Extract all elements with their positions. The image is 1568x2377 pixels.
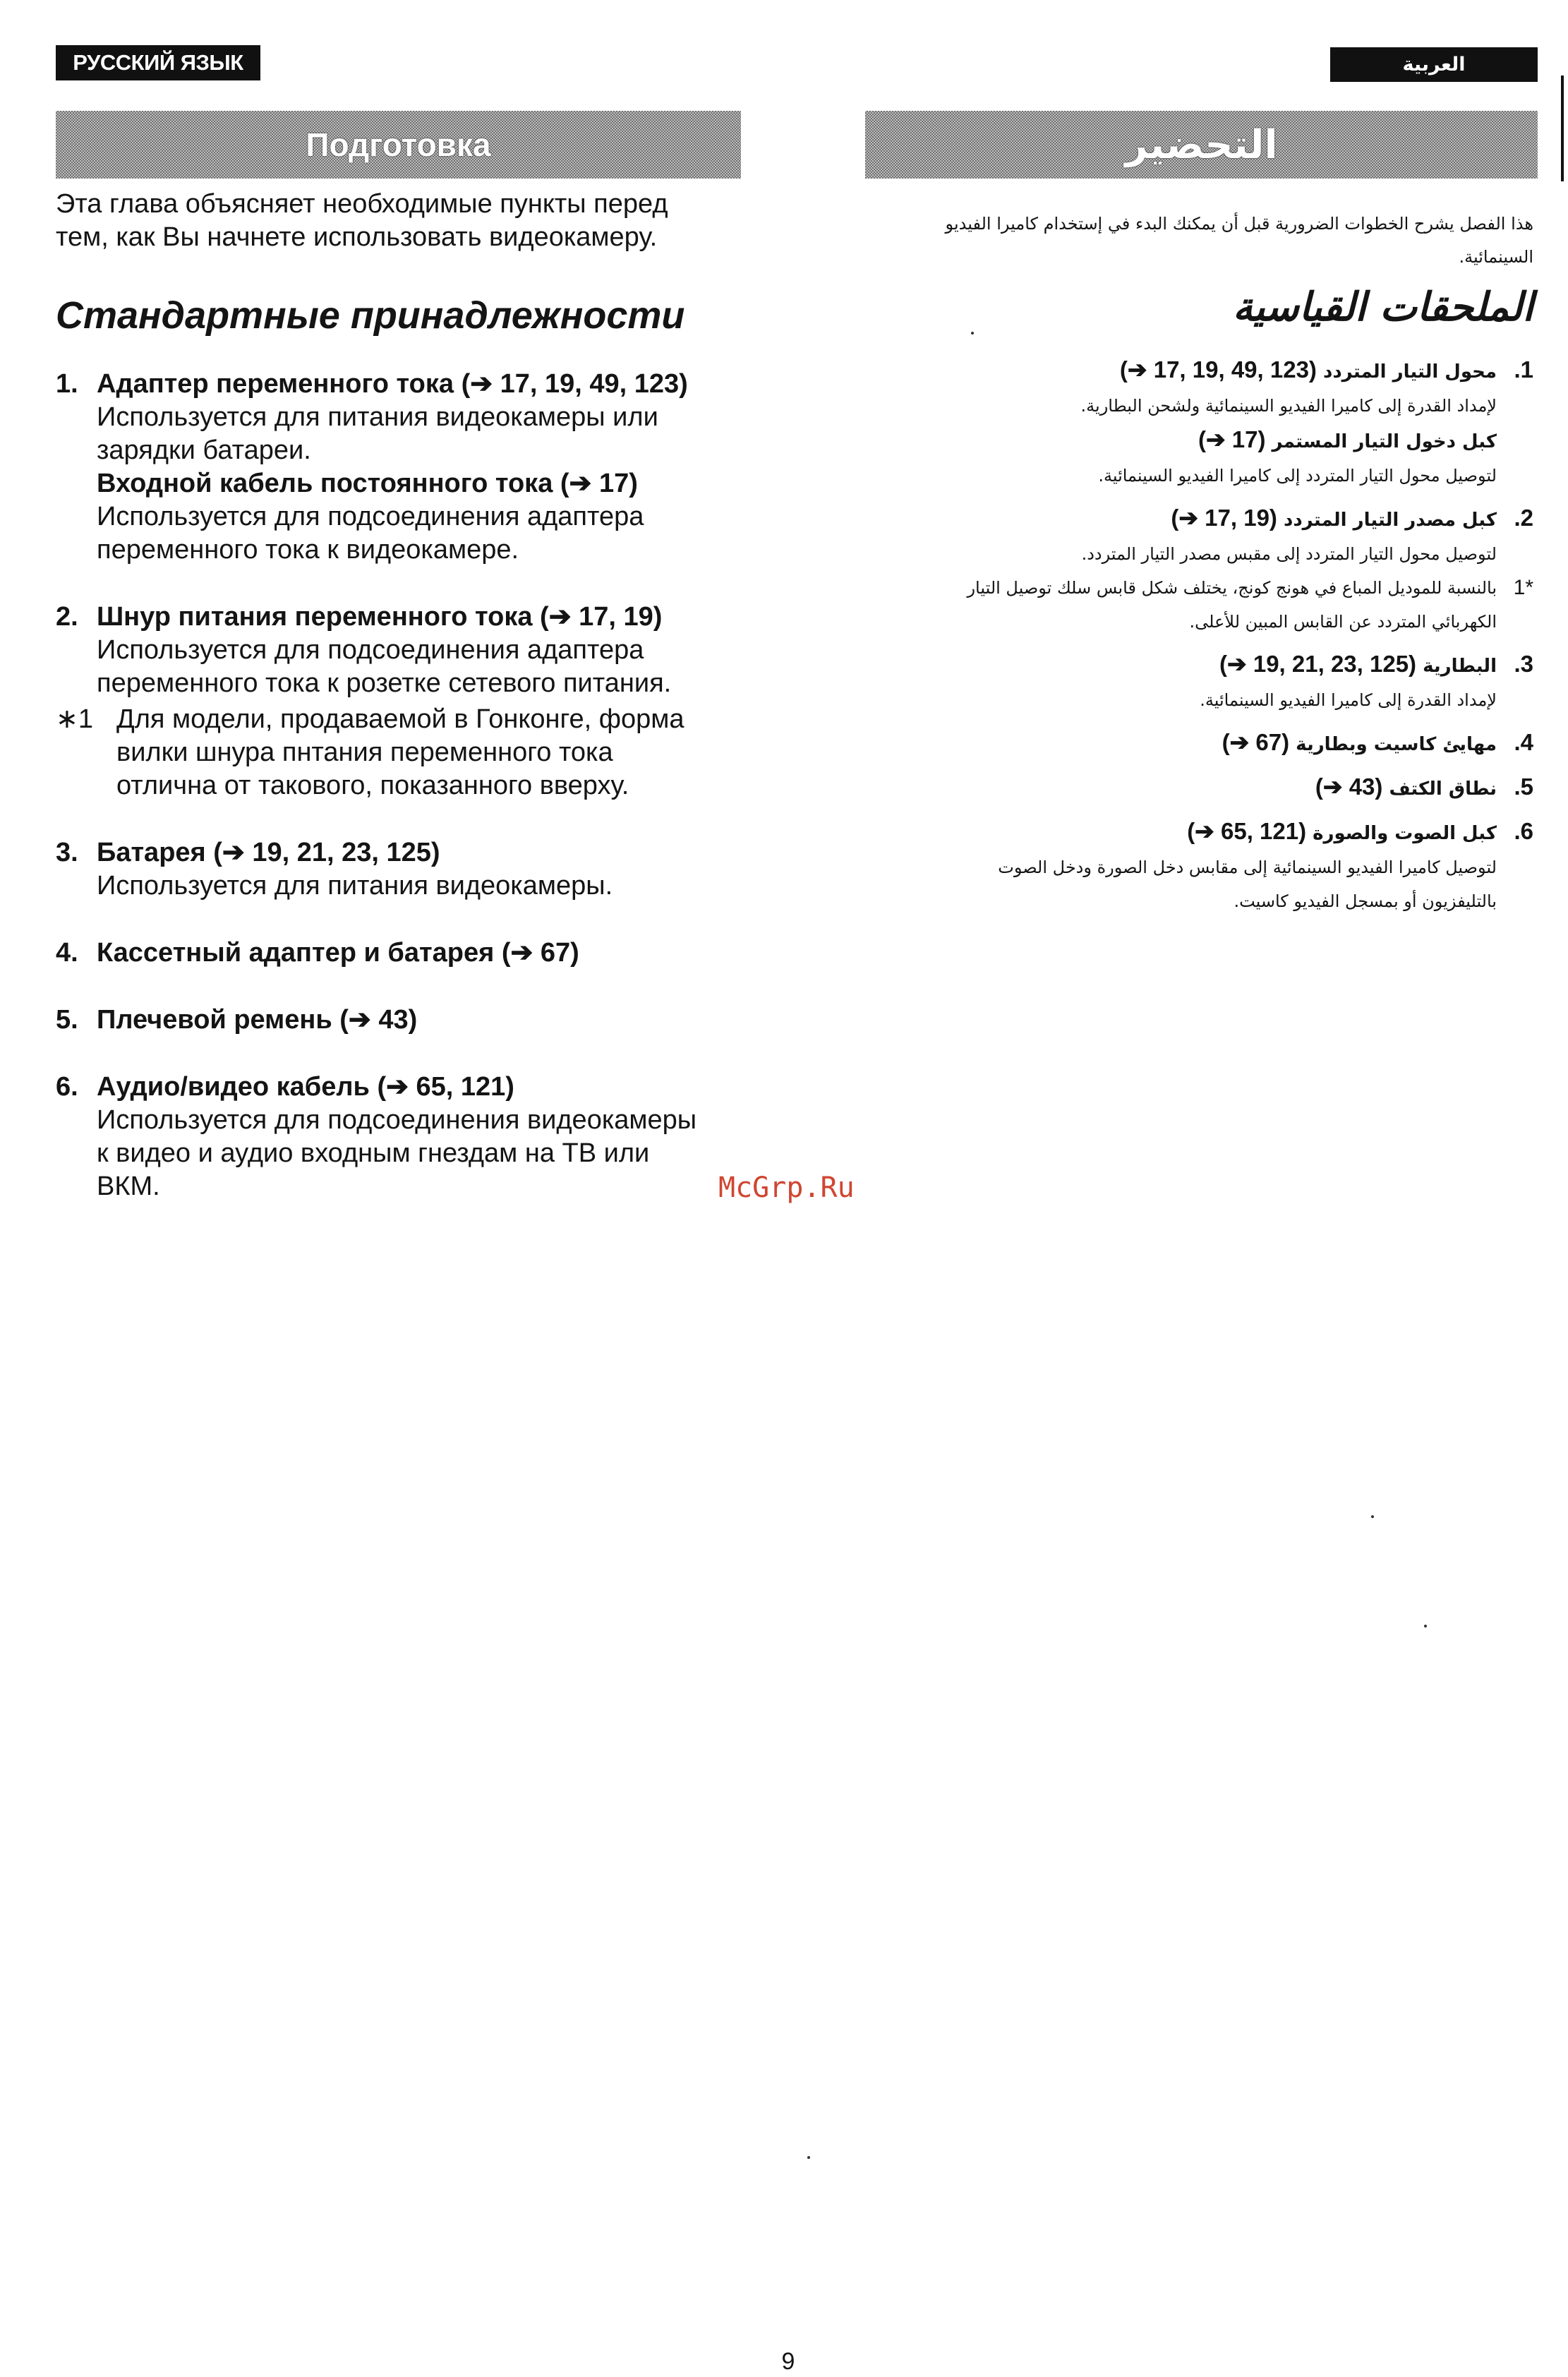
ru-item-text: Используется для питания видеокамеры или [97, 402, 658, 432]
ru-item-text: Используется для питания видеокамеры. [97, 871, 613, 901]
ru-section-title-bar [56, 111, 741, 179]
ru-item-body [97, 937, 776, 970]
ar-item-label: مهايئ كاسيت وبطارية [1296, 734, 1497, 755]
ru-item-text: Используется для подсоединения видеокамеры [97, 1105, 697, 1135]
ar-item-title [865, 647, 1497, 683]
page-edge-mark [1561, 76, 1564, 181]
ar-section-title-bar [865, 111, 1538, 179]
ru-heading: Стандартные принадлежности [56, 294, 685, 337]
ar-item-shoulder-strap [865, 770, 1538, 806]
ar-item-sub-page-ref: (➔ 17) [1198, 426, 1266, 452]
ru-footnote-text [116, 703, 685, 802]
ar-item-body [865, 647, 1497, 717]
ar-item-page-ref: (➔ 17, 19, 49, 123) [1119, 356, 1317, 383]
ar-item-label: كبل مصدر التيار المتردد [1283, 510, 1497, 531]
ar-footnote-line: بالنسبة للموديل المباع في هونج كونج، يختلف شكل قابس سلك توصيل التيار [967, 578, 1497, 598]
ar-item-label: محول التيار المتردد [1322, 361, 1497, 383]
ru-item-title: Аудио/видео кабель (➔ 65, 121) [97, 1072, 514, 1102]
ar-item-number: 6. [1514, 818, 1533, 844]
ar-item-title [865, 501, 1497, 537]
ar-item-body [865, 501, 1533, 639]
ru-intro-paragraph [56, 188, 776, 254]
ru-footnote [56, 703, 776, 802]
ru-item-body [97, 836, 776, 903]
ar-item-page-ref: (➔ 17, 19) [1171, 505, 1277, 531]
scan-speck [971, 332, 974, 335]
ru-item-av-cable [56, 1071, 776, 1203]
ar-item-text: لتوصيل كاميرا الفيديو السينمائية إلى مقابس دخل الصورة ودخل الصوت [998, 857, 1497, 877]
ru-item-text: Используется для подсоединения адаптера [97, 635, 644, 665]
ar-item-title [865, 353, 1497, 389]
page-number: 9 [781, 2348, 795, 2375]
ar-item-text: لتوصيل محول التيار المتردد إلى مقبس مصدر التيار المتردد. [1081, 544, 1497, 564]
ru-item-number: 3. [56, 838, 78, 867]
ar-item-text: بالتليفزيون أو بمسجل الفيديو كاسيت. [1234, 891, 1497, 911]
ar-item-page-ref: (➔ 19, 21, 23, 125) [1219, 651, 1417, 677]
ru-item-body [97, 368, 776, 567]
ar-item-label: نطاق الكتف [1389, 778, 1497, 800]
ru-item-text: к видео и аудио входным гнездам на ТВ или [97, 1138, 650, 1168]
ar-item-number: 5. [1514, 774, 1533, 800]
ar-item-body [865, 770, 1497, 806]
ru-item-text: переменного тока к розетке сетевого питания. [97, 668, 672, 698]
ru-item-number: 6. [56, 1072, 78, 1102]
ar-footnote-line: الكهربائي المتردد عن القابس المبين للأعلى. [1189, 612, 1497, 632]
ar-item-ac-adaptor [865, 353, 1538, 493]
ru-item-title: Шнур питания переменного тока (➔ 17, 19) [97, 602, 663, 632]
ar-item-battery [865, 647, 1538, 717]
ar-item-number: 4. [1514, 729, 1533, 755]
ru-item-title: Батарея (➔ 19, 21, 23, 125) [97, 838, 440, 867]
ru-footnote-line: вилки шнура пнтания переменного тока [116, 738, 613, 767]
ar-item-page-ref: (➔ 43) [1315, 774, 1383, 800]
ar-accessory-list [865, 353, 1538, 918]
ar-item-sub-label: كبل دخول التيار المستمر [1272, 431, 1497, 452]
ar-item-body [865, 726, 1497, 762]
ru-item-number: 5. [56, 1005, 78, 1035]
ar-heading: الملحقات القياسية [1232, 284, 1533, 330]
ru-section-title: Подготовка [306, 126, 491, 163]
ar-item-title [865, 814, 1497, 850]
ar-item-text: لإمداد القدرة إلى كاميرا الفيديو السينمائية. [1200, 690, 1497, 710]
ar-item-cassette-adaptor [865, 726, 1538, 762]
ru-footnote-line: Для модели, продаваемой в Гонконге, форма [116, 704, 685, 734]
ru-footnote-line: отлична от такового, показанного вверху. [116, 771, 629, 800]
ru-item-shoulder-strap [56, 1004, 776, 1037]
ru-item-title: Плечевой ремень (➔ 43) [97, 1005, 418, 1035]
ru-item-title: Адаптер переменного тока (➔ 17, 19, 49, 123) [97, 369, 688, 399]
scan-speck [1424, 1625, 1427, 1627]
ar-section-title: التحضير [1125, 121, 1278, 168]
scan-speck [807, 2156, 810, 2159]
ru-accessory-list [56, 368, 776, 1203]
watermark-text: McGrp.Ru [718, 1172, 855, 1204]
ru-intro-line: Эта глава объясняет необходимые пункты перед [56, 189, 668, 219]
ar-item-title [865, 726, 1497, 762]
russian-language-tag: РУССКИЙ ЯЗЫК [56, 45, 260, 80]
ru-item-ac-adaptor [56, 368, 776, 567]
ru-item-body [56, 601, 776, 802]
ar-item-label: كبل الصوت والصورة [1313, 823, 1497, 844]
ru-item-ac-cable [56, 601, 776, 802]
ar-item-subtitle [865, 423, 1497, 459]
ru-footnote-marker: ∗1 [56, 704, 93, 734]
ru-item-number: 1. [56, 369, 78, 399]
ar-footnote [865, 571, 1538, 639]
ar-item-body [865, 814, 1497, 918]
ru-item-body [97, 1004, 776, 1037]
ru-item-number: 2. [56, 602, 78, 632]
ar-item-number: 3. [1514, 651, 1533, 677]
ru-item-subtext: Используется для подсоединения адаптера [97, 502, 644, 531]
ar-intro-line: هذا الفصل يشرح الخطوات الضرورية قبل أن يمكنك البدء في إستخدام كاميرا الفيديو [945, 214, 1533, 234]
ar-item-label: البطارية [1423, 656, 1497, 677]
ar-footnote-text [967, 571, 1497, 639]
ar-item-ac-cable [865, 501, 1538, 639]
ar-item-number: 1. [1514, 356, 1533, 383]
ar-item-page-ref: (➔ 67) [1222, 729, 1290, 755]
ar-intro-paragraph [865, 207, 1538, 274]
ar-item-title [865, 770, 1497, 806]
ar-item-page-ref: (➔ 65, 121) [1187, 818, 1307, 844]
ar-footnote-marker: *1 [1513, 576, 1533, 599]
ru-item-title: Кассетный адаптер и батарея (➔ 67) [97, 938, 579, 968]
ru-item-cassette-adaptor [56, 937, 776, 970]
ru-item-text: ВКМ. [97, 1172, 160, 1201]
ru-item-subtitle: Входной кабель постоянного тока (➔ 17) [97, 469, 638, 498]
scan-speck [1371, 1515, 1374, 1518]
ar-item-body [865, 353, 1497, 493]
ru-item-body [97, 1071, 776, 1203]
ar-item-text: لإمداد القدرة إلى كاميرا الفيديو السينمائية ولشحن البطارية. [1080, 396, 1497, 416]
arabic-language-tag: العربية [1330, 47, 1538, 82]
ru-intro-line: тем, как Вы начнете использовать видеокамеру. [56, 222, 658, 252]
ar-item-number: 2. [1514, 505, 1533, 531]
ru-item-text: зарядки батареи. [97, 435, 311, 465]
ar-intro-line: السينمائية. [1459, 247, 1533, 267]
ru-item-number: 4. [56, 938, 78, 968]
ru-item-battery [56, 836, 776, 903]
ar-item-av-cable [865, 814, 1538, 918]
ar-item-subtext: لتوصيل محول التيار المتردد إلى كاميرا الفيديو السينمائية. [1098, 466, 1497, 486]
ru-item-subtext: переменного тока к видеокамере. [97, 535, 519, 565]
